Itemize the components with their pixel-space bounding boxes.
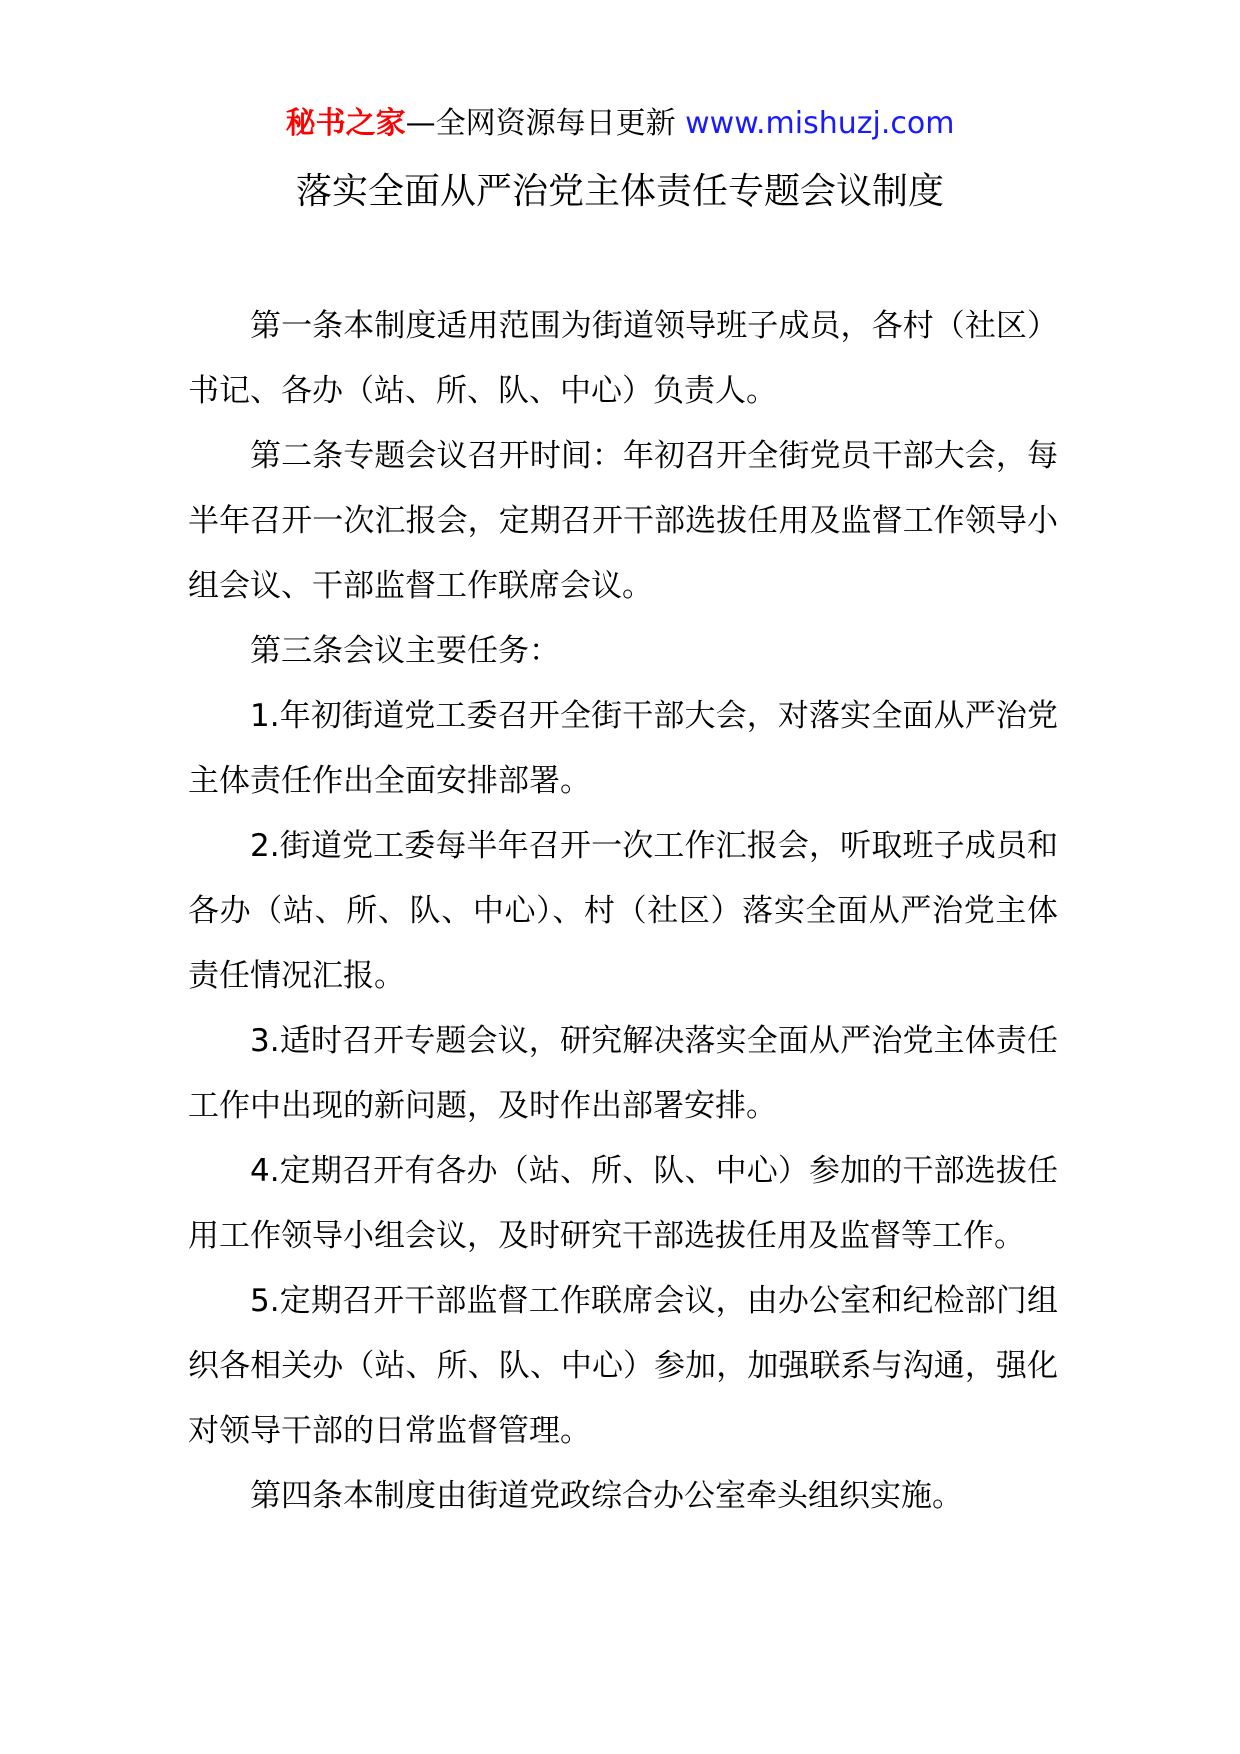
site-slogan: —全网资源每日更新	[405, 106, 676, 141]
task-item-2: 2.街道党工委每半年召开一次工作汇报会，听取班子成员和各办（站、所、队、中心）、村（社区）落实全面从严治党主体责任情况汇报。	[188, 828, 1058, 994]
brand-name: 秘书之家	[285, 106, 406, 141]
article-4-paragraph: 第四条本制度由街道党政综合办公室牵头组织实施。	[250, 1478, 963, 1514]
task-item-5: 5.定期召开干部监督工作联席会议，由办公室和纪检部门组织各相关办（站、所、队、中心）参加，加强联系与沟通，强化对领导干部的日常监督管理。	[188, 1283, 1058, 1449]
task-item-4: 4.定期召开有各办（站、所、队、中心）参加的干部选拔任用工作领导小组会议，及时研究干部选拔任用及监督等工作。	[188, 1153, 1058, 1254]
article-3-heading: 第三条会议主要任务：	[250, 633, 560, 669]
document-body	[188, 294, 1058, 1529]
article-2-paragraph: 第二条专题会议召开时间：年初召开全街党员干部大会，每半年召开一次汇报会，定期召开干部选拔任用及监督工作领导小组会议、干部监督工作联席会议。	[188, 438, 1058, 604]
article-1-paragraph: 第一条本制度适用范围为街道领导班子成员，各村（社区）书记、各办（站、所、队、中心）负责人。	[188, 308, 1058, 409]
task-item-3: 3.适时召开专题会议，研究解决落实全面从严治党主体责任工作中出现的新问题，及时作出部署安排。	[188, 1023, 1058, 1124]
document-title: 落实全面从严治党主体责任专题会议制度	[295, 171, 944, 212]
site-url-link[interactable]: www.mishuzj.com	[685, 106, 955, 141]
site-header	[0, 104, 1240, 144]
task-item-1: 1.年初街道党工委召开全街干部大会，对落实全面从严治党主体责任作出全面安排部署。	[188, 698, 1058, 799]
